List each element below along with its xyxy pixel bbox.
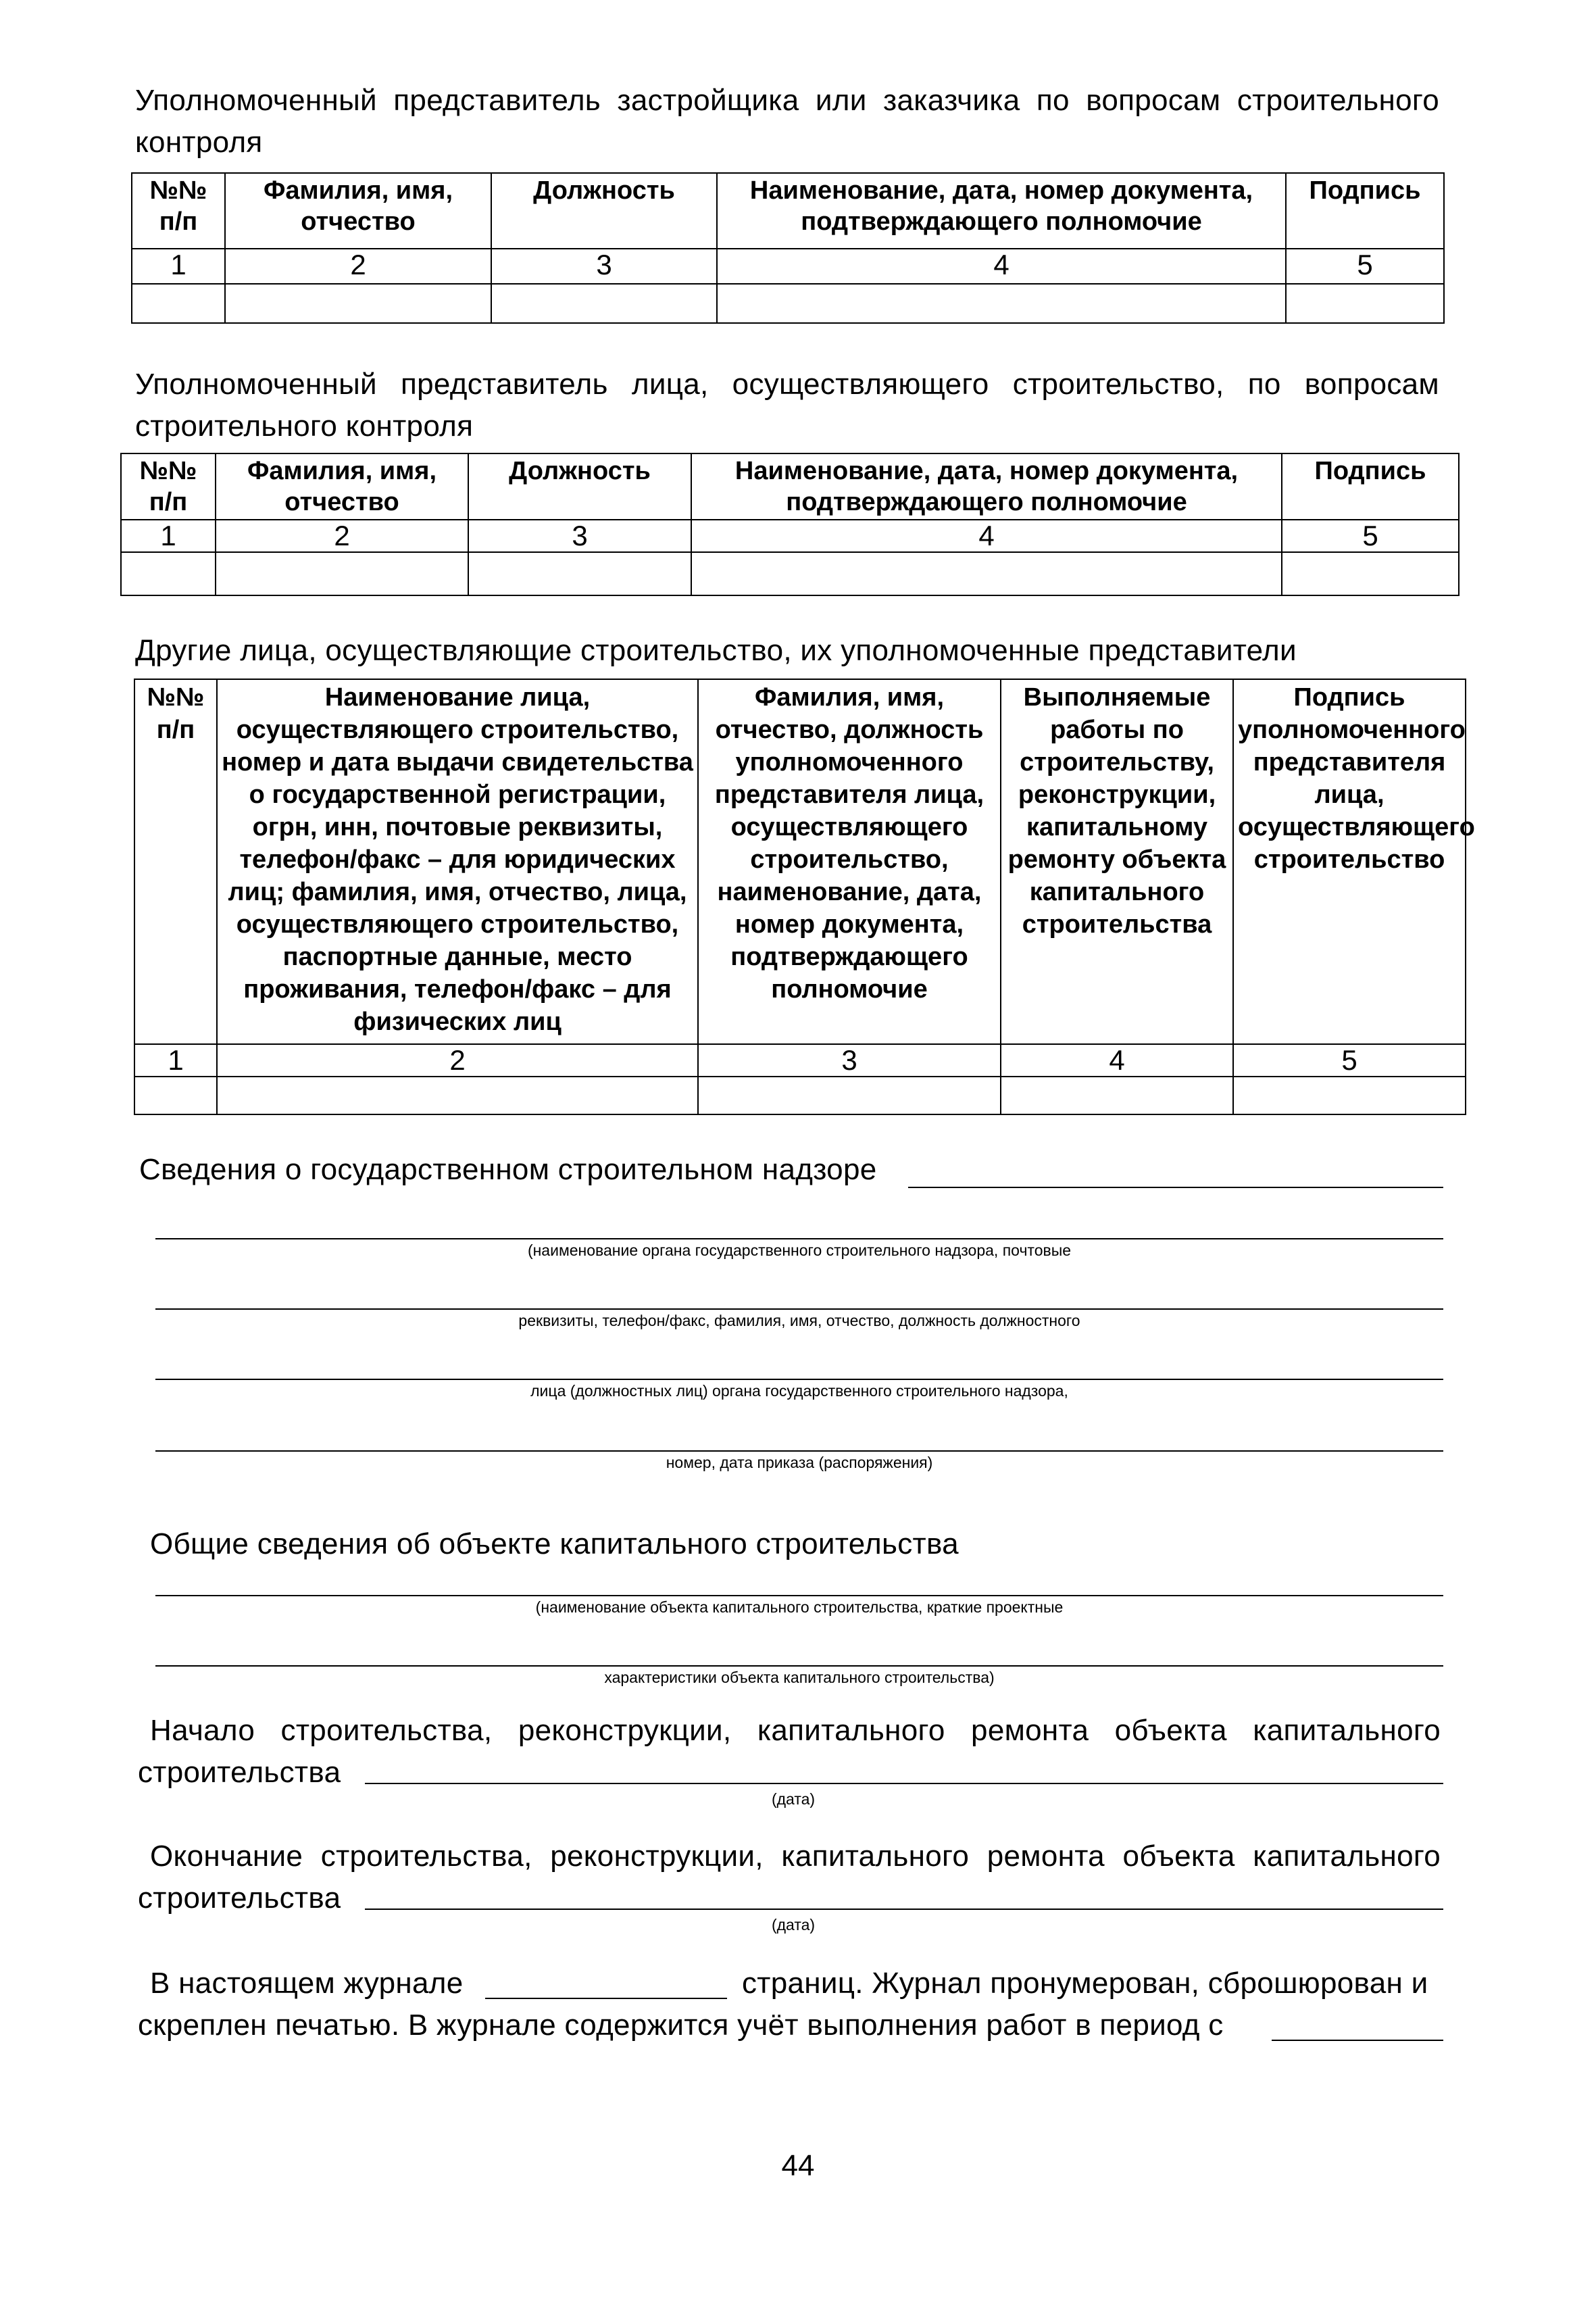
header-cell: Подпись	[1286, 173, 1444, 249]
table-header-row	[121, 453, 1459, 520]
end-date-line	[365, 1909, 1443, 1910]
column-number-row	[132, 249, 1444, 284]
table-header-row	[134, 679, 1466, 1044]
empty-cell	[1233, 1077, 1466, 1114]
column-number: 5	[1233, 1044, 1466, 1077]
column-number: 4	[691, 520, 1282, 552]
construction-start-text-2: строительства	[138, 1756, 341, 1789]
empty-data-row	[121, 552, 1459, 595]
start-date-line	[365, 1783, 1443, 1784]
object-info-line	[155, 1595, 1443, 1596]
supervision-line	[155, 1379, 1443, 1380]
supervision-line	[155, 1450, 1443, 1452]
empty-cell	[717, 284, 1286, 323]
header-cell: №№ п/п	[121, 453, 216, 520]
period-start-line	[1272, 2040, 1443, 2041]
construction-start-text: Начало строительства, реконструкции, капитального ремонта объекта капитального	[150, 1714, 1441, 1747]
header-cell: Должность	[491, 173, 717, 249]
developer-rep-table	[131, 172, 1445, 324]
header-cell: Наименование, дата, номер документа, подтверждающего полномочие	[691, 453, 1282, 520]
empty-cell	[1282, 552, 1459, 595]
empty-data-row	[134, 1077, 1466, 1114]
other-persons-heading: Другие лица, осуществляющие строительство, их уполномоченные представители	[135, 634, 1297, 667]
empty-cell	[691, 552, 1282, 595]
empty-cell	[134, 1077, 217, 1114]
builder-rep-heading: Уполномоченный представитель лица, осуществляющего строительство, по вопросам строительного контроля	[135, 368, 1439, 443]
supervision-line	[155, 1308, 1443, 1310]
header-cell: Наименование, дата, номер документа, подтверждающего полномочие	[717, 173, 1286, 249]
supervision-line	[155, 1238, 1443, 1239]
empty-cell	[225, 284, 491, 323]
empty-cell	[491, 284, 717, 323]
page-number: 44	[781, 2149, 815, 2182]
column-number-row	[121, 520, 1459, 552]
builder-rep-table	[120, 453, 1460, 596]
object-info-caption: характеристики объекта капитального строительства)	[604, 1669, 995, 1686]
column-number: 1	[121, 520, 216, 552]
end-date-caption: (дата)	[771, 1916, 816, 1934]
start-date-caption: (дата)	[771, 1790, 816, 1808]
header-cell: Фамилия, имя, отчество	[216, 453, 468, 520]
header-cell: Фамилия, имя, отчество, должность уполномоченного представителя лица, осуществляющего строительство, наименование, дата, номер документа, подтверждающего полномочие	[698, 679, 1001, 1044]
header-cell: Подпись	[1282, 453, 1459, 520]
column-number: 5	[1282, 520, 1459, 552]
journal-text-1b: страниц. Журнал пронумерован, сброшюрован и	[742, 1967, 1428, 2000]
header-cell: Наименование лица, осуществляющего строительство, номер и дата выдачи свидетельства о государственной регистрации, огрн, инн, почтовые реквизиты, телефон/факс – для юридических лиц; фамилия, имя, отчество, лица, осуществляющего строительство, паспортные данные, место проживания, телефон/факс – для физических лиц	[217, 679, 698, 1044]
object-info-line	[155, 1665, 1443, 1667]
empty-cell	[216, 552, 468, 595]
column-number: 3	[698, 1044, 1001, 1077]
empty-cell	[698, 1077, 1001, 1114]
construction-end-text-2: строительства	[138, 1881, 341, 1915]
column-number: 1	[134, 1044, 217, 1077]
journal-text-1a: В настоящем журнале	[150, 1967, 464, 2000]
column-number: 2	[216, 520, 468, 552]
column-number: 2	[225, 249, 491, 284]
empty-cell	[468, 552, 691, 595]
empty-cell	[121, 552, 216, 595]
column-number: 2	[217, 1044, 698, 1077]
object-info-caption: (наименование объекта капитального строительства, краткие проектные	[535, 1598, 1064, 1616]
supervision-caption: (наименование органа государственного строительного надзора, почтовые	[527, 1241, 1072, 1259]
supervision-blank-line	[908, 1187, 1443, 1188]
column-number: 1	[132, 249, 225, 284]
empty-cell	[1286, 284, 1444, 323]
empty-data-row	[132, 284, 1444, 323]
header-cell: №№ п/п	[134, 679, 217, 1044]
column-number-row	[134, 1044, 1466, 1077]
column-number: 4	[1001, 1044, 1233, 1077]
header-cell: Подпись уполномоченного представителя лица, осуществляющего строительство	[1233, 679, 1466, 1044]
developer-rep-heading: Уполномоченный представитель застройщика или заказчика по вопросам строительного контроля	[135, 84, 1439, 159]
supervision-caption: лица (должностных лиц) органа государственного строительного надзора,	[530, 1382, 1068, 1400]
column-number: 4	[717, 249, 1286, 284]
object-info-label: Общие сведения об объекте капитального строительства	[150, 1527, 959, 1560]
table-header-row	[132, 173, 1444, 249]
header-cell: Фамилия, имя, отчество	[225, 173, 491, 249]
empty-cell	[217, 1077, 698, 1114]
supervision-caption: реквизиты, телефон/факс, фамилия, имя, отчество, должность должностного	[518, 1312, 1080, 1329]
supervision-label: Сведения о государственном строительном надзоре	[139, 1153, 877, 1186]
supervision-caption: номер, дата приказа (распоряжения)	[666, 1454, 933, 1471]
journal-text-2: скреплен печатью. В журнале содержится учёт выполнения работ в период с	[138, 2009, 1224, 2042]
header-cell: Должность	[468, 453, 691, 520]
empty-cell	[1001, 1077, 1233, 1114]
construction-end-text: Окончание строительства, реконструкции, капитального ремонта объекта капитального	[150, 1840, 1441, 1873]
header-cell: №№ п/п	[132, 173, 225, 249]
empty-cell	[132, 284, 225, 323]
header-cell: Выполняемые работы по строительству, реконструкции, капитальному ремонту объекта капитального строительства	[1001, 679, 1233, 1044]
column-number: 3	[491, 249, 717, 284]
other-persons-table	[134, 679, 1475, 1115]
column-number: 5	[1286, 249, 1444, 284]
column-number: 3	[468, 520, 691, 552]
pages-count-line	[485, 1998, 727, 1999]
